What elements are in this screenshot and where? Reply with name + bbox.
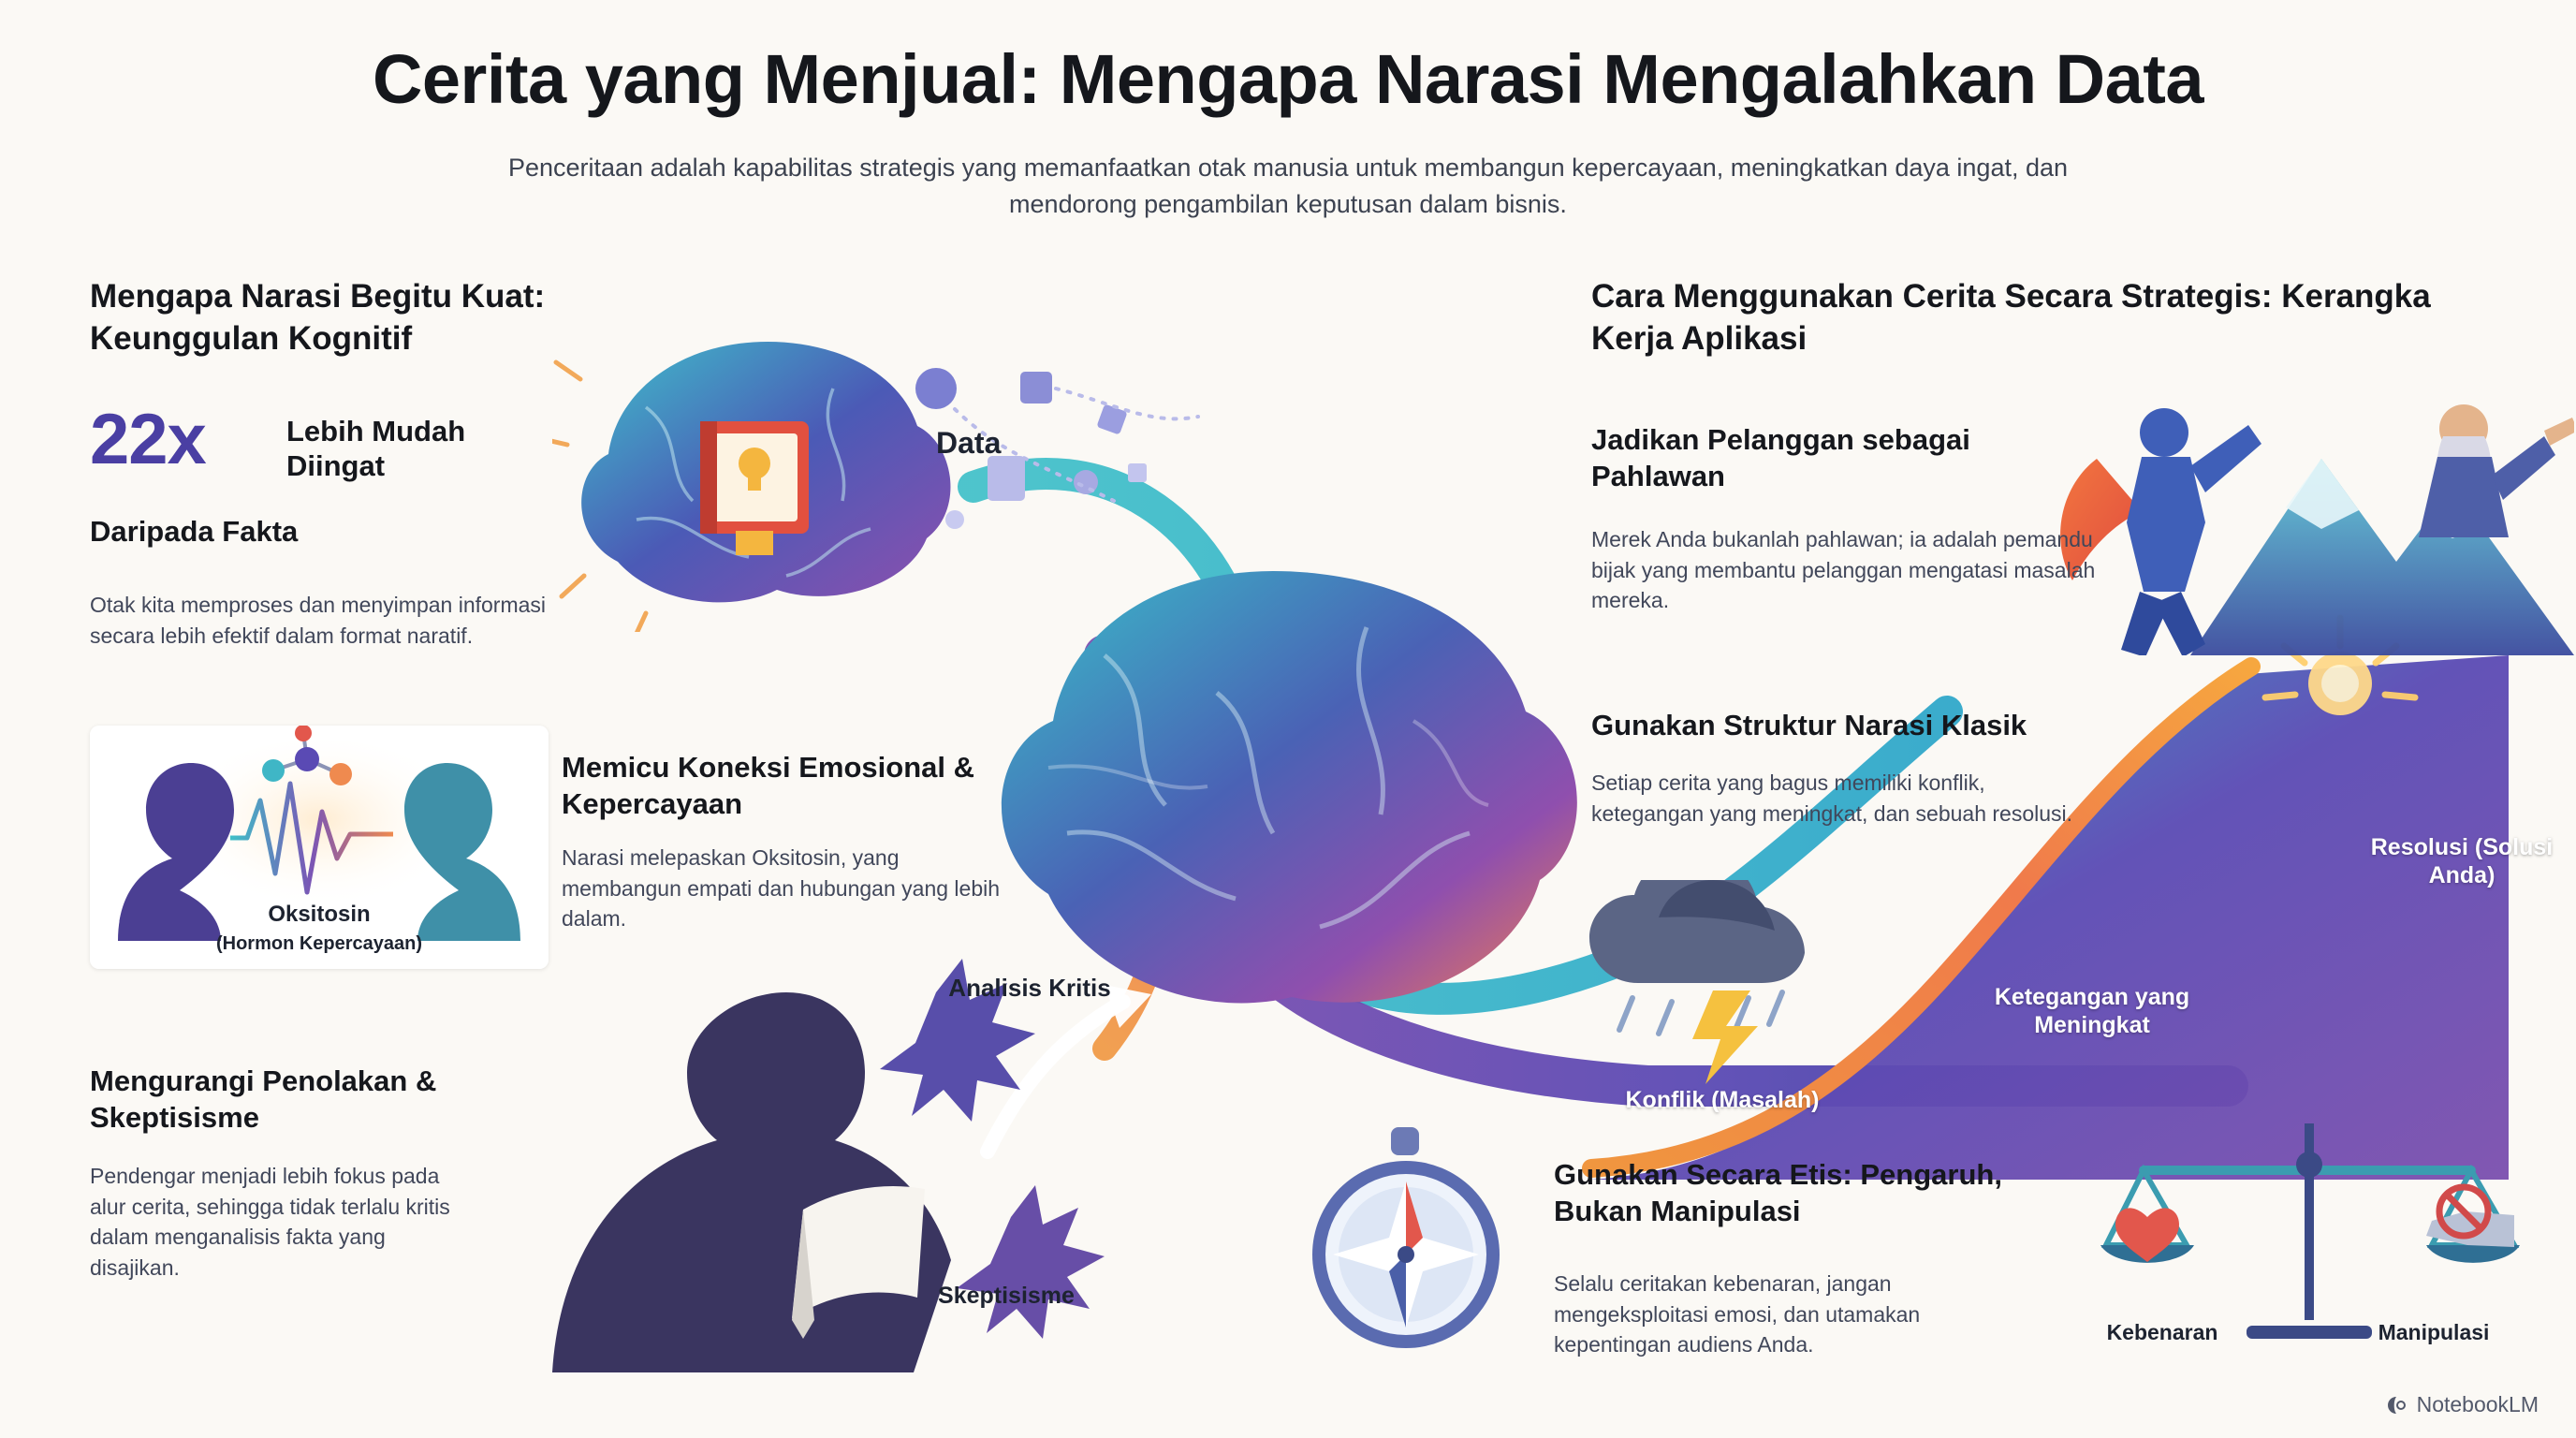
right-block-1-title: Jadikan Pelanggan sebagai Pahlawan [1591, 423, 1970, 493]
storm-cloud-illustration [1582, 880, 1825, 1095]
stat-body-text: Otak kita memproses dan menyimpan informasi secara lebih efektif dalam format naratif. [90, 593, 547, 648]
right-block-3-body: Selalu ceritakan kebenaran, jangan mengeksploitasi emosi, dan utamakan kepentingan audiens Anda. [1554, 1271, 1921, 1357]
oxytocin-subcaption: (Hormon Kepercayaan) [215, 933, 423, 954]
left-block-1-body: Narasi melepaskan Oksitosin, yang membangun empati dan hubungan yang lebih dalam. [562, 845, 1001, 932]
right-block-2-body: Setiap cerita yang bagus memiliki konflik, ketegangan yang meningkat, dan sebuah resolusi. [1591, 770, 2073, 826]
footer-brand-label: NotebookLM [2416, 1392, 2539, 1416]
right-block-3-title: Gunakan Secara Etis: Pengaruh, Bukan Manipulasi [1554, 1158, 2002, 1228]
left-block-2-body: Pendengar menjadi lebih fokus pada alur cerita, sehingga tidak terlalu kritis dalam menganalisis fakta yang disajikan. [90, 1164, 450, 1280]
stat-block [90, 400, 577, 548]
oxytocin-caption: Oksitosin [268, 902, 371, 927]
label-skepticism: Skeptisisme [938, 1283, 1075, 1309]
arc-label-rising-tension: Ketegangan yang Meningkat [1994, 984, 2190, 1038]
stat-sublabel: Daripada Fakta [90, 515, 299, 548]
oxytocin-card [90, 726, 549, 969]
page-subtitle: Penceritaan adalah kapabilitas strategis yang memanfaatkan otak manusia untuk membangun kepercayaan, meningkatkan daya ingat, dan mendorong pengambilan keputusan dalam bisnis. [507, 154, 2069, 219]
reading-person-illustration [552, 955, 983, 1404]
stat-number: 22x [90, 400, 206, 479]
label-critical-analysis: Analisis Kritis [948, 974, 1111, 1002]
left-block-2-title: Mengurangi Penolakan & Skeptisisme [90, 1064, 437, 1135]
stat-label: Lebih Mudah Diingat [286, 415, 466, 483]
page-title: Cerita yang Menjual: Mengapa Narasi Mengalahkan Data [372, 40, 2204, 118]
right-block-2-title: Gunakan Struktur Narasi Klasik [1591, 709, 2027, 741]
oxytocin-illustration [90, 726, 549, 969]
notebooklm-icon [2384, 1393, 2408, 1417]
compass-illustration [1301, 1123, 1516, 1357]
left-block-1-title: Memicu Koneksi Emosional & Kepercayaan [562, 751, 974, 821]
label-data: Data [936, 426, 1002, 460]
hero-guide-illustration [2041, 346, 2574, 655]
footer-brand [2384, 1392, 2539, 1417]
left-column-heading: Mengapa Narasi Begitu Kuat: Keunggulan Kognitif [90, 278, 546, 357]
arc-label-conflict: Konflik (Masalah) [1625, 1087, 1820, 1113]
scale-label-manipulation: Manipulasi [2378, 1320, 2490, 1344]
right-column-heading: Cara Menggunakan Cerita Secara Strategis: Kerangka Kerja Aplikasi [1591, 278, 2431, 357]
scale-label-truth: Kebenaran [2106, 1320, 2218, 1344]
right-block-1-body: Merek Anda bukanlah pahlawan; ia adalah pemandu bijak yang membantu pelanggan mengatasi masalah mereka. [1591, 527, 2096, 613]
arc-label-resolution: Resolusi (Solusi Anda) [2370, 834, 2554, 888]
